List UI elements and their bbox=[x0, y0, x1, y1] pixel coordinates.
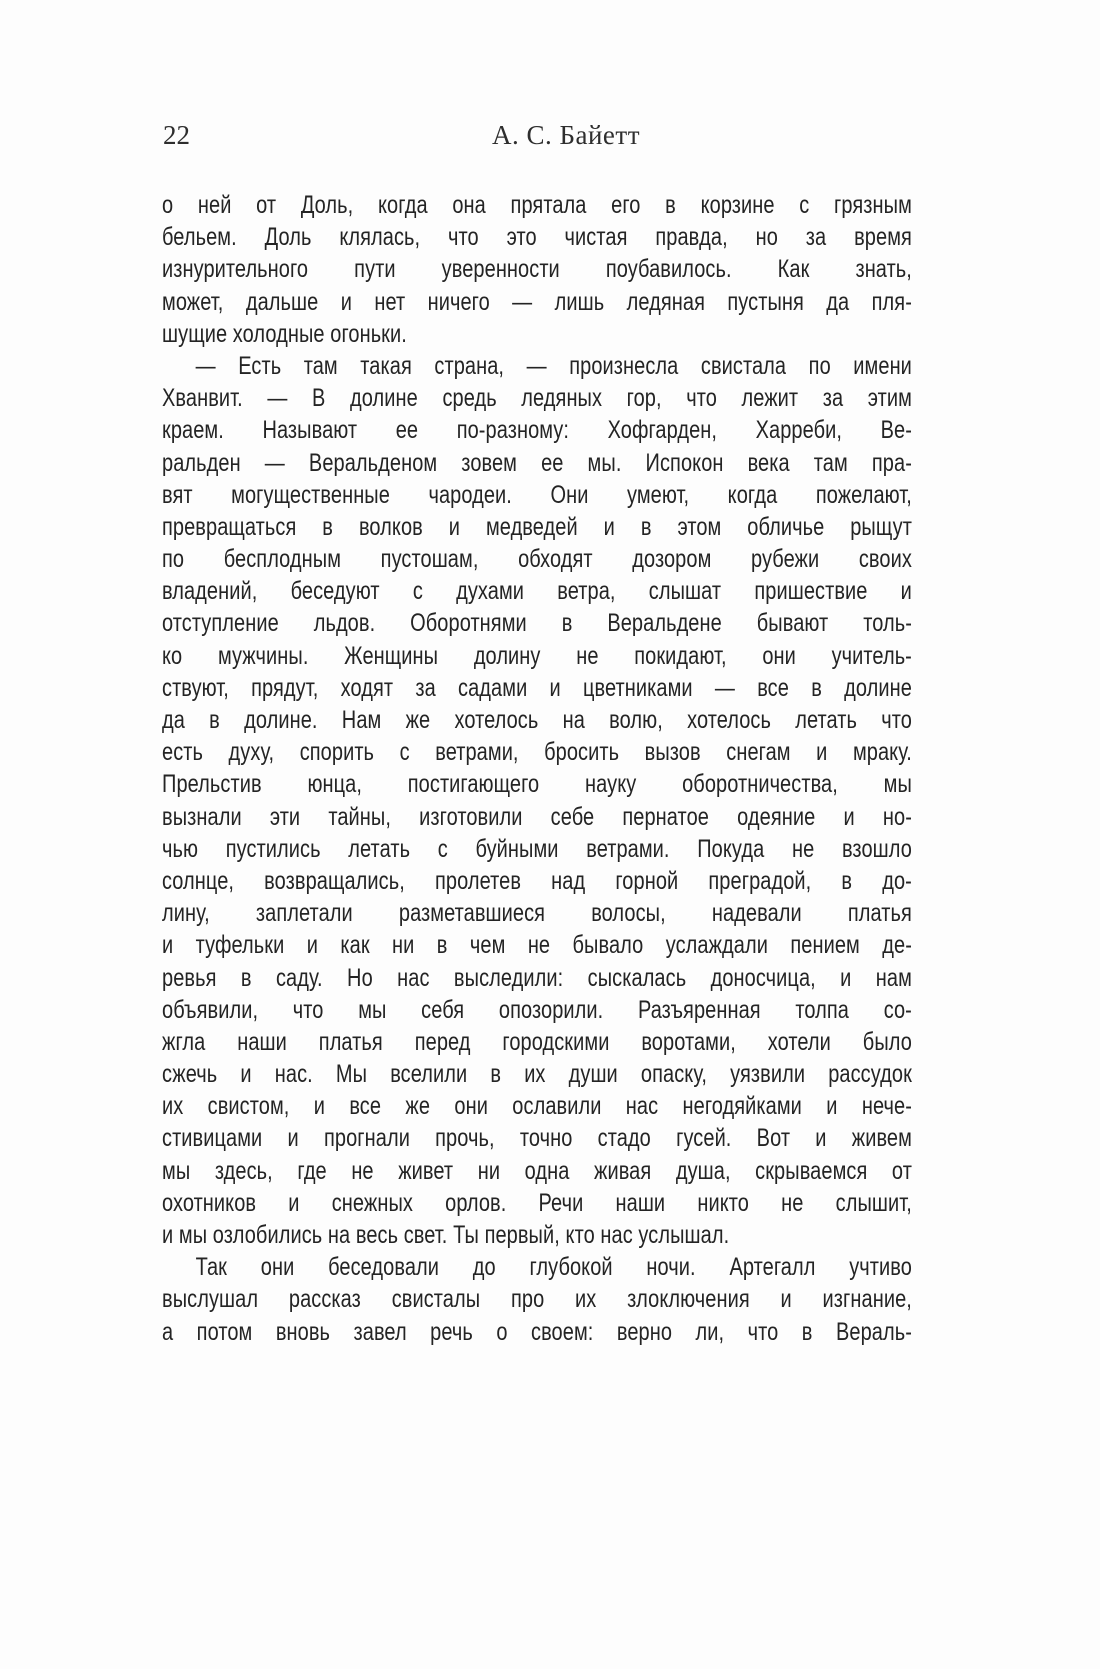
running-head-row bbox=[162, 120, 912, 151]
text-line: краем. Называют ее по-разному: Хофгарден, Харреби, Ве- bbox=[162, 416, 912, 445]
text-line: ствуют, прядут, ходят за садами и цветниками — все в долине bbox=[162, 673, 912, 702]
text-line: их свистом, и все же они ославили нас негодяйками и нече- bbox=[162, 1092, 912, 1121]
text-line: вят могущественные чародеи. Они умеют, когда пожелают, bbox=[162, 480, 912, 509]
text-line: стивицами и прогнали прочь, точно стадо гусей. Вот и живем bbox=[162, 1124, 912, 1153]
text-line: а потом вновь завел речь о своем: верно ли, что в Вераль- bbox=[162, 1317, 912, 1346]
text-line: о ней от Доль, когда она прятала его в корзине с грязным bbox=[162, 191, 912, 219]
text-line: да в долине. Нам же хотелось на волю, хотелось летать что bbox=[162, 706, 912, 734]
text-line: Прельстив юнца, постигающего науку оборотничества, мы bbox=[162, 770, 912, 799]
text-line: жгла наши платья перед городскими воротами, хотели было bbox=[162, 1027, 912, 1056]
page-number: 22 bbox=[163, 120, 190, 150]
text-line: вызнали эти тайны, изготовили себе пернатое одеяние и но- bbox=[162, 802, 912, 831]
paragraph bbox=[162, 1251, 912, 1348]
paragraph bbox=[162, 350, 912, 1251]
text-line: лину, заплетали разметавшиеся волосы, надевали платья bbox=[162, 899, 912, 928]
text-line: по бесплодным пустошам, обходят дозором рубежи своих bbox=[162, 545, 912, 574]
text-line: и мы озлобились на весь свет. Ты первый, кто нас услышал. bbox=[162, 1221, 730, 1249]
text-line: бельем. Доль клялась, что это чистая правда, но за время bbox=[162, 223, 912, 252]
text-line: охотников и снежных орлов. Речи наши никто не слышит, bbox=[162, 1188, 912, 1217]
text-line: солнце, возвращались, пролетев над горной преградой, в до- bbox=[162, 866, 912, 895]
text-line: Хванвит. — В долине средь ледяных гор, что лежит за этим bbox=[162, 384, 912, 413]
text-line: ко мужчины. Женщины долину не покидают, они учитель- bbox=[162, 641, 912, 670]
text-line: и туфельки и как ни в чем не бывало услаждали пением де- bbox=[162, 931, 912, 960]
text-line: объявили, что мы себя опозорили. Разъяренная толпа со- bbox=[162, 995, 912, 1024]
text-line: мы здесь, где не живет ни одна живая душа, скрываемся от bbox=[162, 1156, 912, 1185]
text-line: ревья в саду. Но нас выследили: сыскалась доносчица, и нам bbox=[162, 963, 912, 992]
text-line: есть духу, спорить с ветрами, бросить вызов снегам и мраку. bbox=[162, 738, 912, 767]
text-line: ральден — Веральденом зовем ее мы. Испокон века там пра- bbox=[162, 448, 912, 477]
running-head: А. С. Байетт bbox=[491, 120, 641, 150]
text-line: изнурительного пути уверенности поубавилось. Как знать, bbox=[162, 255, 912, 284]
text-line: Так они беседовали до глубокой ночи. Артегалл учтиво bbox=[195, 1253, 912, 1282]
text-line: отступление льдов. Оборотнями в Веральдене бывают толь- bbox=[162, 609, 912, 638]
text-line: чью пустились летать с буйными ветрами. Покуда не взошло bbox=[162, 834, 912, 863]
text-line: владений, беседуют с духами ветра, слышат пришествие и bbox=[162, 577, 912, 606]
text-line: сжечь и нас. Мы вселили в их души опаску, уязвили рассудок bbox=[162, 1060, 912, 1089]
text-body bbox=[162, 189, 912, 1348]
text-line: может, дальше и нет ничего — лишь ледяная пустыня да пля- bbox=[162, 287, 912, 316]
text-line: выслушал рассказ свисталы про их злоключения и изгнание, bbox=[162, 1285, 912, 1314]
text-line: — Есть там такая страна, — произнесла свистала по имени bbox=[195, 351, 912, 380]
text-line: шущие холодные огоньки. bbox=[162, 319, 407, 348]
text-line: превращаться в волков и медведей и в этом обличье рыщут bbox=[162, 512, 912, 541]
paragraph bbox=[162, 189, 912, 350]
